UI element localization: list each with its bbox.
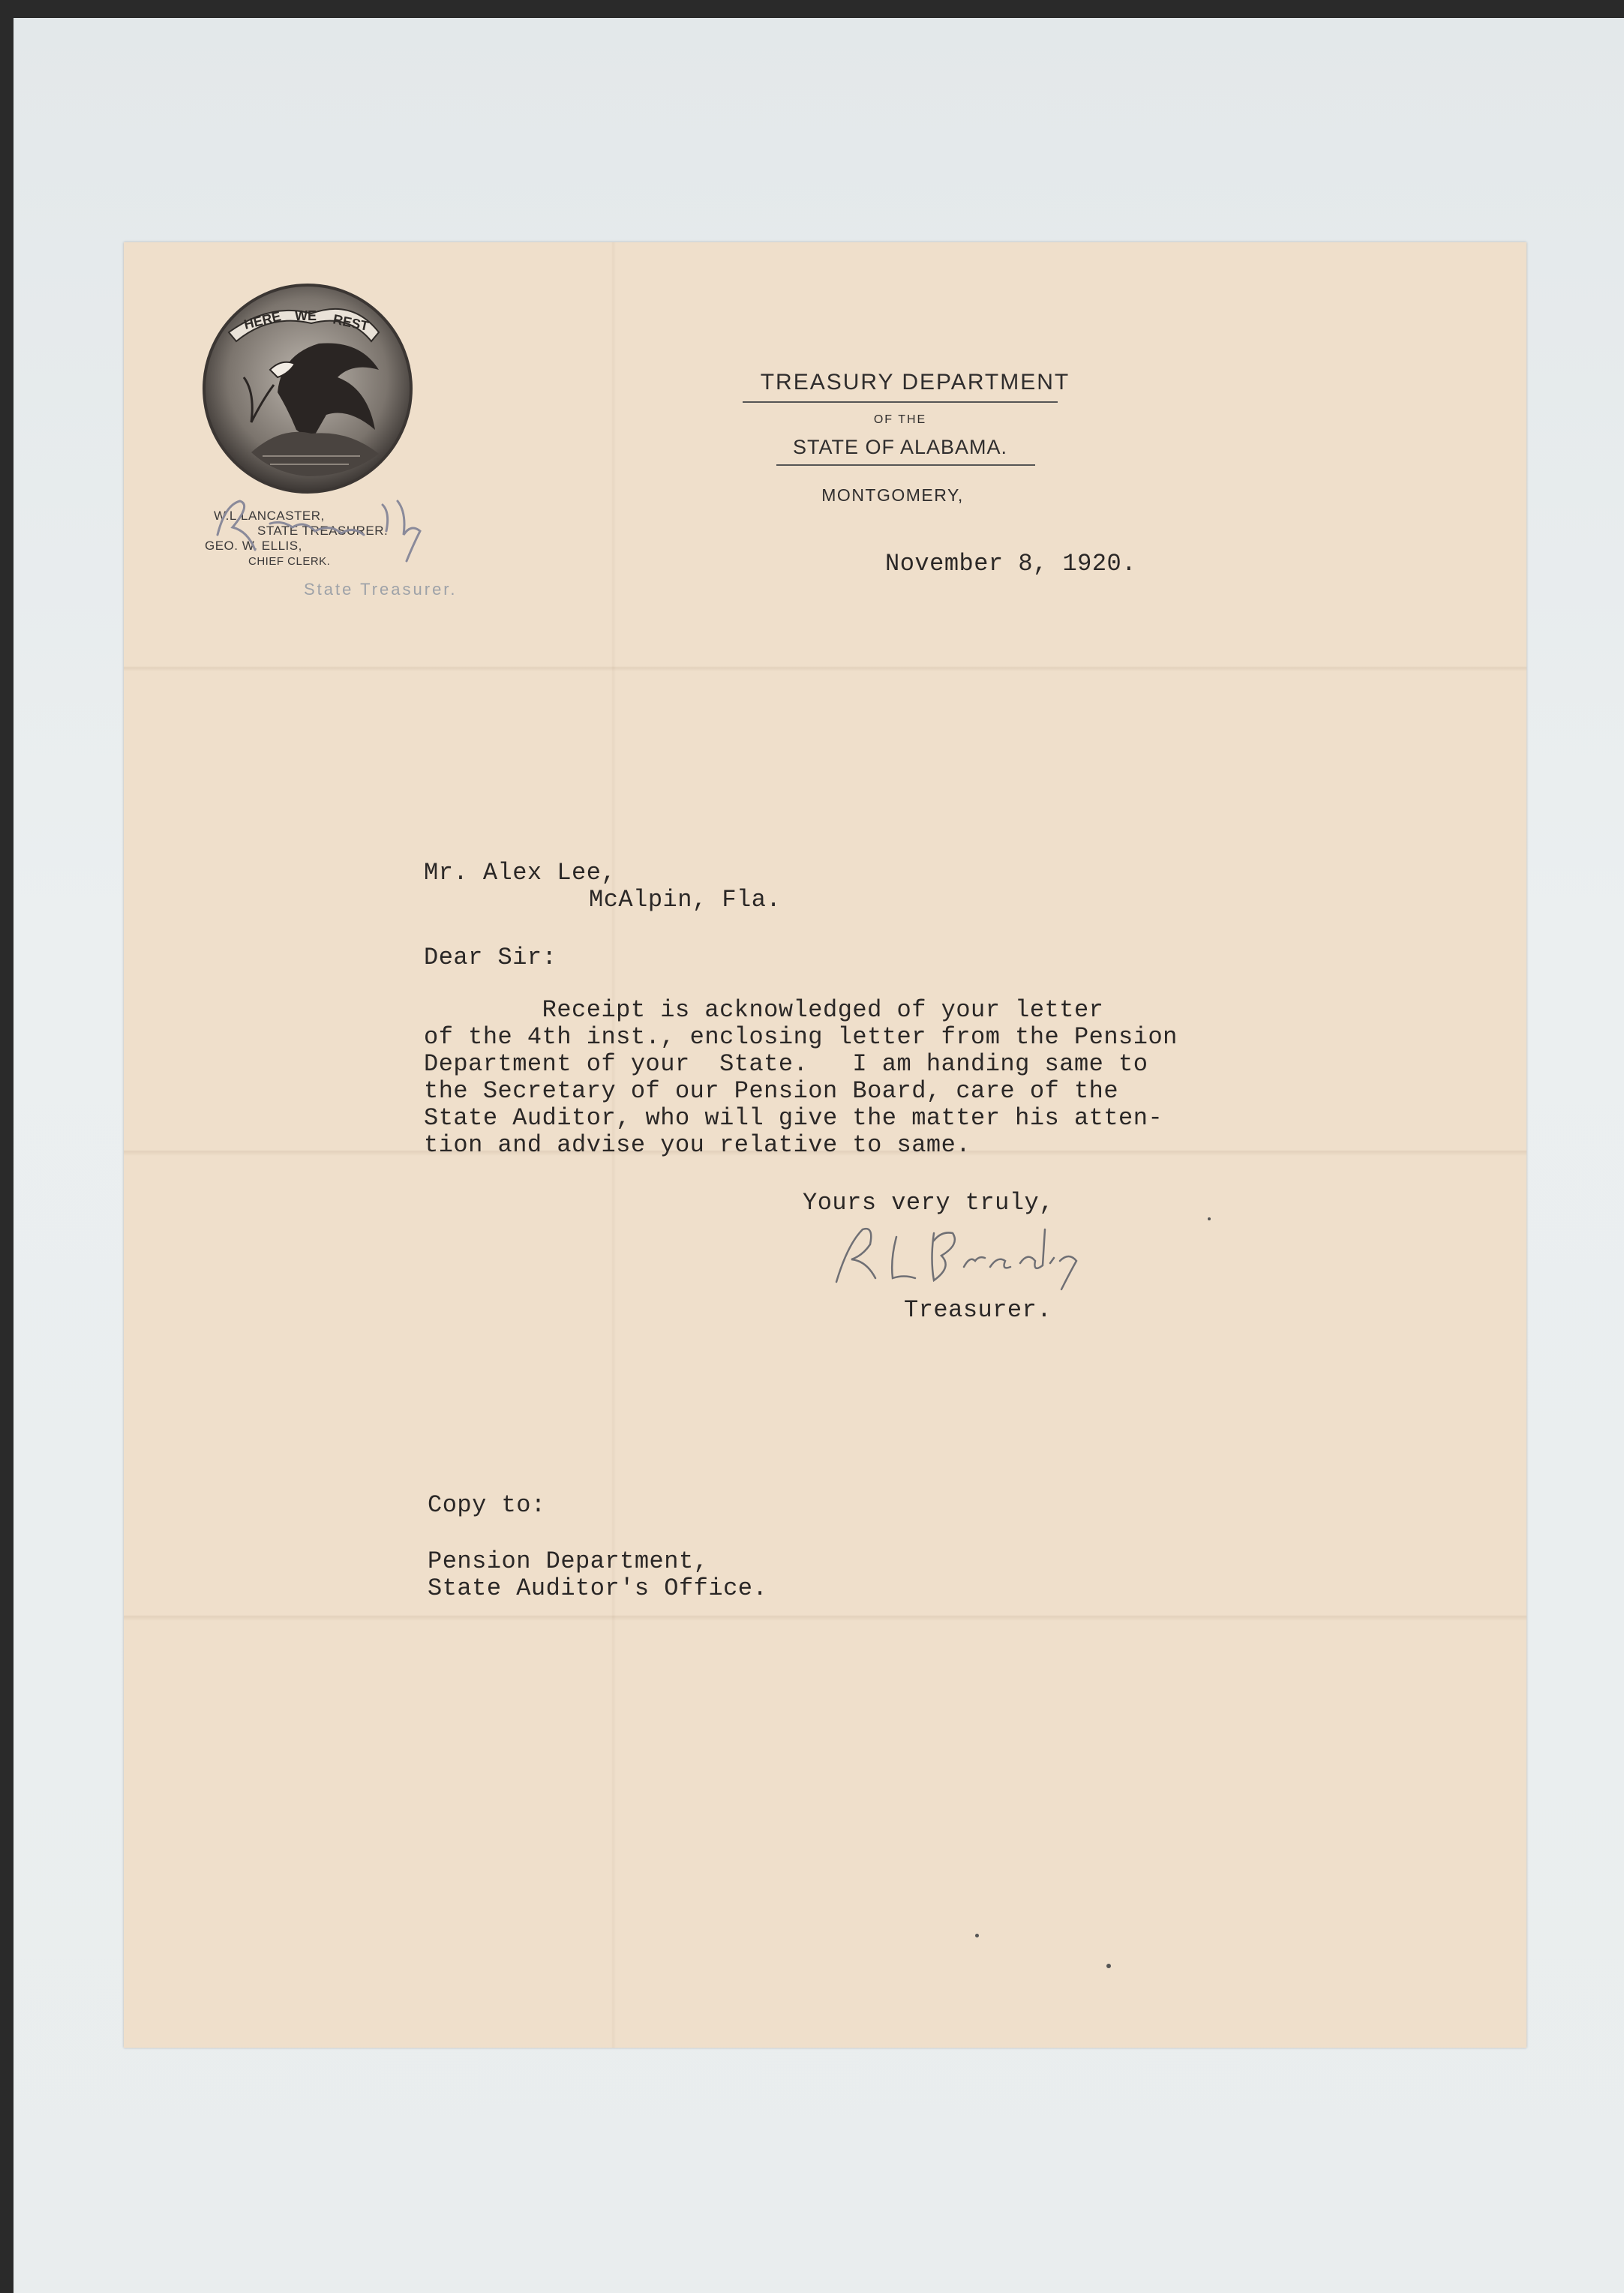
seal-motto-word: WE xyxy=(295,308,317,323)
state-rule xyxy=(776,464,1035,466)
copy-line: State Auditor's Office. xyxy=(428,1574,768,1602)
body-line: the Secretary of our Pension Board, care of the xyxy=(424,1077,1119,1105)
of-the-label: OF THE xyxy=(873,413,927,426)
city-label: MONTGOMERY, xyxy=(821,485,964,505)
paper-speck xyxy=(1106,1964,1111,1968)
treasurer-name: W.L.LANCASTER, xyxy=(214,509,325,523)
recipient-name: Mr. Alex Lee, xyxy=(424,859,617,887)
body-line: Receipt is acknowledged of your letter xyxy=(424,996,1104,1024)
body-line: tion and advise you relative to same. xyxy=(424,1131,971,1159)
body-line: Department of your State. I am handing same to xyxy=(424,1050,1148,1078)
body-line: State Auditor, who will give the matter his atten- xyxy=(424,1104,1163,1132)
heading-rule xyxy=(743,401,1058,403)
copy-label: Copy to: xyxy=(428,1491,546,1519)
letter-sheet xyxy=(124,242,1526,2048)
state-heading: STATE OF ALABAMA. xyxy=(792,436,1008,458)
seal-motto-word: HERE xyxy=(242,308,283,332)
seal-motto-word: REST xyxy=(332,311,371,334)
copy-line: Pension Department, xyxy=(428,1547,709,1575)
salutation: Dear Sir: xyxy=(424,944,557,971)
state-treasurer-stamp: State Treasurer. xyxy=(304,580,458,599)
recipient-place: McAlpin, Fla. xyxy=(589,886,782,914)
signer-title: Treasurer. xyxy=(904,1296,1052,1324)
initials-handwriting xyxy=(210,490,450,572)
letter-date: November 8, 1920. xyxy=(885,550,1136,578)
treasurer-title: STATE TREASURER. xyxy=(257,524,389,538)
paper-speck xyxy=(1208,1217,1211,1220)
paper-speck xyxy=(975,1934,979,1937)
closing: Yours very truly, xyxy=(803,1189,1054,1217)
clerk-title: CHIEF CLERK. xyxy=(248,555,331,568)
clerk-name: GEO. W. ELLIS, xyxy=(205,539,302,553)
handwritten-signature xyxy=(821,1214,1114,1297)
department-heading: TREASURY DEPARTMENT xyxy=(760,370,1070,395)
body-line: of the 4th inst., enclosing letter from the Pension xyxy=(424,1023,1178,1051)
alabama-seal-emblem xyxy=(199,280,416,497)
